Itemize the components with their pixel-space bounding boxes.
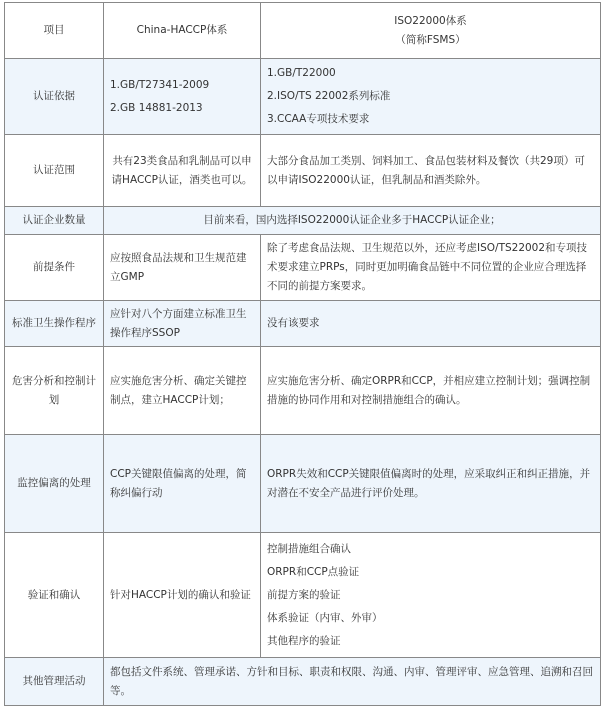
cell-line: 前提方案的验证	[267, 588, 341, 601]
china-cell: 应按照食品法规和卫生规范建立GMP	[104, 235, 261, 301]
header-iso22000	[261, 3, 601, 59]
cell-line: 其他程序的验证	[267, 634, 341, 647]
iso-cell	[261, 533, 601, 658]
cell-line: 1.GB/T22000	[267, 67, 336, 79]
row-label: 认证企业数量	[5, 207, 104, 235]
row-label: 前提条件	[5, 235, 104, 301]
merged-cell: 目前来看，国内选择ISO22000认证企业多于HACCP认证企业；	[104, 207, 601, 235]
row-label: 危害分析和控制计划	[5, 347, 104, 435]
iso-cell	[261, 59, 601, 135]
table-row	[5, 235, 601, 301]
table-row	[5, 59, 601, 135]
table-row	[5, 435, 601, 533]
merged-cell: 都包括文件系统、管理承诺、方针和目标、职责和权限、沟通、内审、管理评审、应急管理、追溯和召回等。	[104, 658, 601, 706]
row-label: 标准卫生操作程序	[5, 301, 104, 347]
row-label: 其他管理活动	[5, 658, 104, 706]
china-cell	[104, 59, 261, 135]
china-cell: CCP关键限值偏离的处理，简称纠偏行动	[104, 435, 261, 533]
table-row	[5, 301, 601, 347]
row-label: 监控偏离的处理	[5, 435, 104, 533]
cell-line: ORPR和CCP点验证	[267, 565, 360, 578]
header-iso-line2: （简称FSMS）	[395, 33, 466, 46]
table-row	[5, 207, 601, 235]
table-row	[5, 347, 601, 435]
iso-cell: 除了考虑食品法规、卫生规范以外，还应考虑ISO/TS22002和专项技术要求建立PRPs，同时更加明确食品链中不同位置的企业应合理选择不同的前提方案要求。	[261, 235, 601, 301]
cell-line: 3.CCAA专项技术要求	[267, 113, 370, 125]
header-iso-line1: ISO22000体系	[394, 14, 467, 27]
cell-line: 2.GB 14881-2013	[110, 101, 203, 114]
header-item: 项目	[5, 3, 104, 59]
china-cell: 针对HACCP计划的确认和验证	[104, 533, 261, 658]
china-cell: 应针对八个方面建立标准卫生操作程序SSOP	[104, 301, 261, 347]
iso-cell: 应实施危害分析、确定ORPR和CCP，并相应建立控制计划；强调控制措施的协同作用和对控制措施组合的确认。	[261, 347, 601, 435]
row-label: 认证范围	[5, 135, 104, 207]
china-cell: 应实施危害分析、确定关键控制点，建立HACCP计划；	[104, 347, 261, 435]
cell-line: 2.ISO/TS 22002系列标准	[267, 90, 391, 102]
table-row	[5, 658, 601, 706]
row-label: 验证和确认	[5, 533, 104, 658]
iso-cell: ORPR失效和CCP关键限值偏离时的处理，应采取纠正和纠正措施，并对潜在不安全产品进行评价处理。	[261, 435, 601, 533]
iso-cell: 大部分食品加工类别、饲料加工、食品包装材料及餐饮（共29项）可以申请ISO22000认证，但乳制品和酒类除外。	[261, 135, 601, 207]
header-china-haccp: China-HACCP体系	[104, 3, 261, 59]
cell-line: 体系验证（内审、外审）	[267, 611, 383, 624]
table-row	[5, 135, 601, 207]
table-row	[5, 533, 601, 658]
cell-line: 控制措施组合确认	[267, 542, 351, 555]
comparison-table	[4, 2, 601, 706]
cell-line: 1.GB/T27341-2009	[110, 78, 210, 91]
row-label: 认证依据	[5, 59, 104, 135]
china-cell: 共有23类食品和乳制品可以申请HACCP认证，酒类也可以。	[104, 135, 261, 207]
header-row	[5, 3, 601, 59]
iso-cell: 没有该要求	[261, 301, 601, 347]
